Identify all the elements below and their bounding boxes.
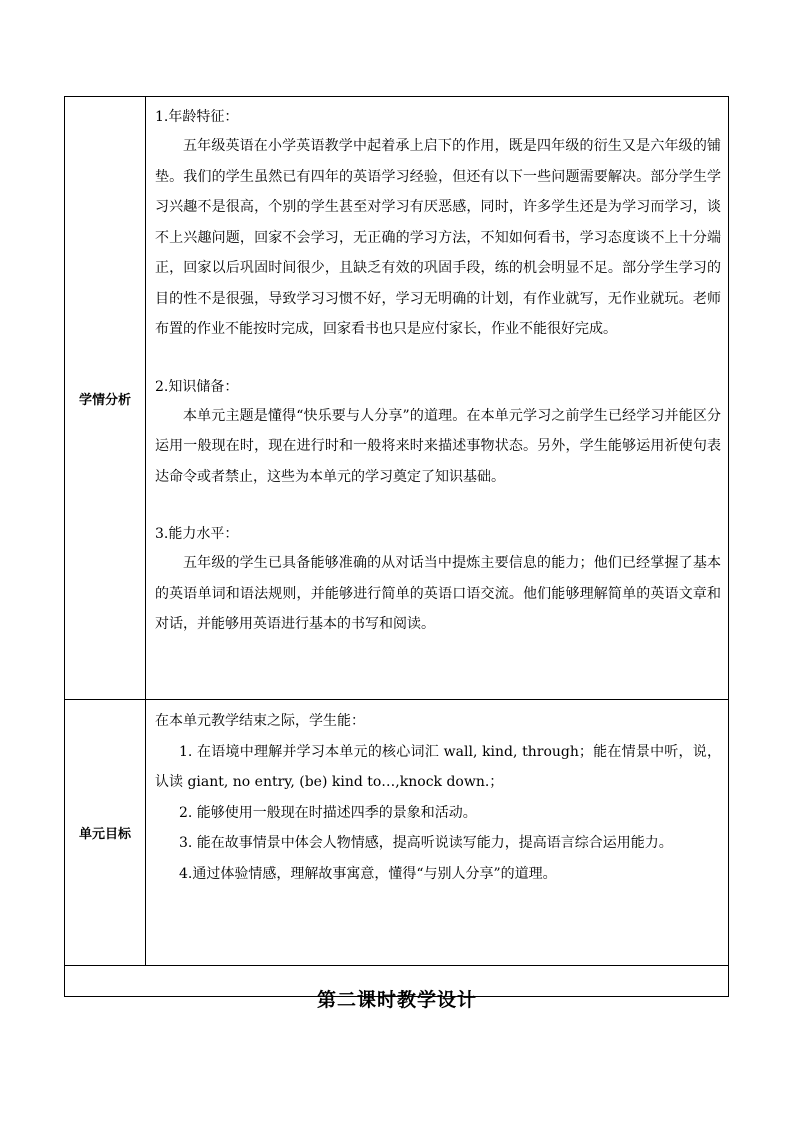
analysis-content [146, 97, 729, 700]
ability-paragraph: 五年级的学生已具备能够准确的从对话当中提炼主要信息的能力；他们已经掌握了基本的英语单词和语法规则，并能够进行简单的英语口语交流。他们能够理解简单的英语文章和对话，并能够用英语进行基本的书写和阅读。 [155, 555, 721, 632]
analysis-label: 学情分析 [65, 97, 146, 700]
goals-intro: 在本单元教学结束之际，学生能： [155, 713, 365, 729]
knowledge-heading: 2.知识储备： [155, 378, 239, 395]
goals-content [146, 700, 729, 966]
goals-row [65, 700, 729, 966]
analysis-row [65, 97, 729, 700]
spacer [155, 345, 721, 373]
goal-item-2: 2. 能够使用一般现在时描述四季的景象和活动。 [179, 804, 477, 821]
knowledge-paragraph: 本单元主题是懂得“快乐要与人分享”的道理。在本单元学习之前学生已经学习并能区分运用一般现在时，现在进行时和一般将来时来描述事物状态。另外，学生能够运用祈使句表达命令或者禁止，这些为本单元的学习奠定了知识基础。 [155, 407, 721, 485]
goals-label: 单元目标 [65, 700, 146, 966]
goal-item-1: 1. 在语境中理解并学习本单元的核心词汇 wall, kind, through；能在情景中听，说，认读 giant, no entry, (be) kind to…,knock down.； [155, 743, 721, 790]
lesson-title: 第二课时教学设计 [316, 989, 477, 1011]
age-heading: 1.年龄特征： [155, 109, 239, 125]
spacer [155, 492, 721, 520]
lesson-plan-table [64, 96, 729, 997]
goal-item-4: 4.通过体验情感，理解故事寓意，懂得“与别人分享”的道理。 [179, 865, 557, 882]
goal-item-3: 3. 能在故事情景中体会人物情感，提高听说读写能力，提高语言综合运用能力。 [179, 835, 673, 851]
age-paragraph: 五年级英语在小学英语教学中起着承上启下的作用，既是四年级的衍生又是六年级的铺垫。我们的学生虽然已有四年的英语学习经验，但还有以下一些问题需要解决。部分学生学习兴趣不是很高，个别的学生甚至对学习有厌恶感，同时，许多学生还是为学习而学习，谈不上兴趣问题，回家不会学习，无正确的学习方法，不知如何看书，学习态度谈不上十分端正，回家以后巩固时间很少，且缺乏有效的巩固手段，练的机会明显不足。部分学生学习的目的性不是很强，导致学习习惯不好，学习无明确的计划，有作业就写，无作业就玩。老师布置的作业不能按时完成，回家看书也只是应付家长，作业不能很好完成。 [155, 138, 721, 337]
ability-heading: 3.能力水平： [155, 526, 239, 542]
